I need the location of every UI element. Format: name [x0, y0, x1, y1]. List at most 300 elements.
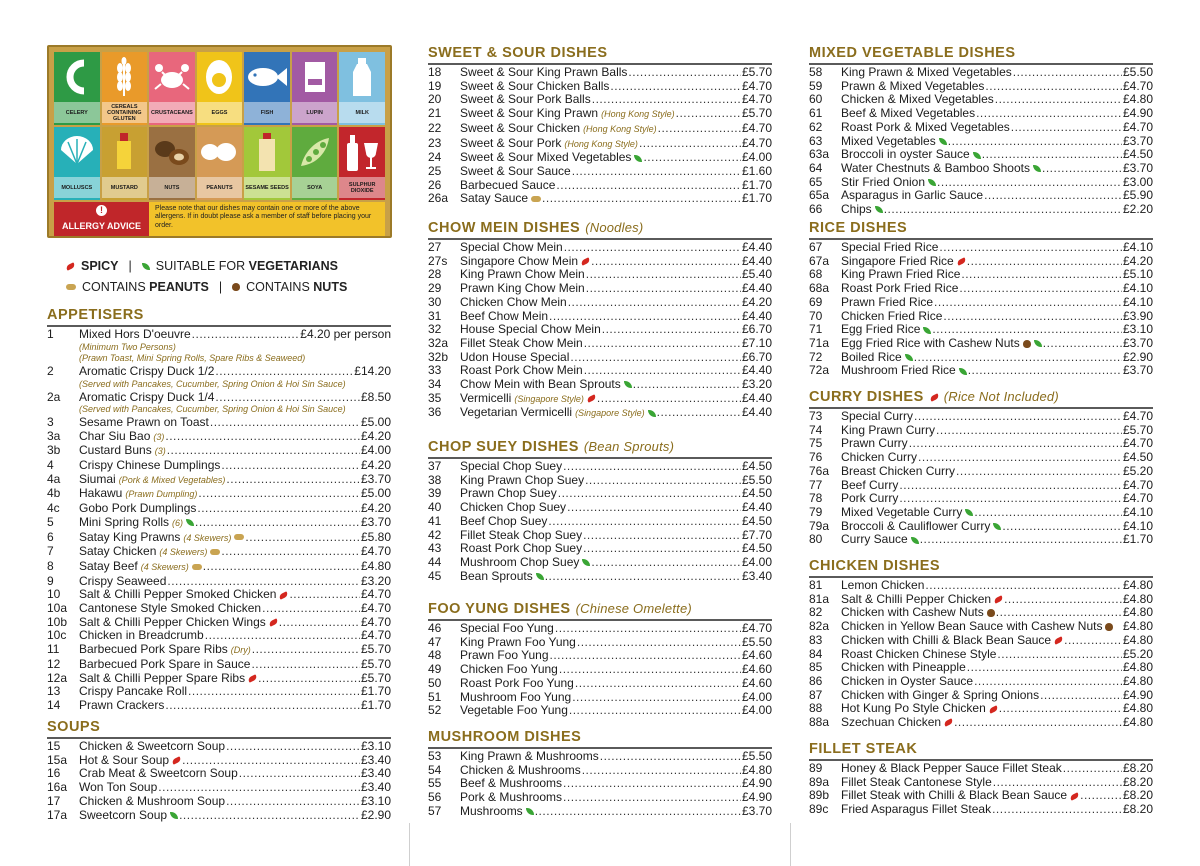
item-price: £4.80 — [1122, 660, 1153, 675]
item-leader-dots — [251, 658, 360, 672]
item-leader-dots — [585, 474, 741, 488]
item-name — [79, 740, 225, 754]
item-name-text: Custard Buns — [79, 443, 152, 458]
menu-item — [47, 328, 391, 342]
item-name — [841, 310, 942, 324]
item-price: £4.10 — [1122, 504, 1153, 519]
item-leader-dots — [558, 487, 741, 501]
menu-item — [428, 80, 772, 94]
item-leader-dots — [165, 699, 360, 713]
item-number: 9 — [47, 573, 54, 588]
allergen-grid — [54, 52, 385, 200]
allergen-tile — [244, 127, 290, 200]
allergen-tile — [244, 52, 290, 125]
item-leader-dots — [1043, 337, 1122, 351]
item-name — [460, 406, 656, 421]
item-leader-dots — [925, 579, 1122, 593]
allergen-label: MUSTARD — [102, 177, 148, 198]
menu-item — [809, 176, 1153, 190]
item-name-text: King Prawn & Mushrooms — [460, 749, 599, 763]
item-name — [841, 520, 1001, 534]
item-name-text: Water Chestnuts & Bamboo Shoots — [841, 160, 1030, 175]
item-name — [460, 296, 567, 310]
item-number: 84 — [809, 646, 823, 661]
item-price: £5.20 — [1122, 646, 1153, 661]
section-heading — [809, 557, 1153, 575]
nut-icon — [1105, 623, 1113, 631]
item-price: £4.80 — [1122, 701, 1153, 716]
item-note: (Hong Kong Style) — [583, 123, 657, 134]
menu-item — [428, 556, 772, 570]
item-leader-dots — [1013, 66, 1122, 80]
item-name — [460, 649, 549, 663]
menu-item — [47, 602, 391, 616]
item-name-text: Asparagus in Garlic Sauce — [841, 188, 984, 203]
item-number: 71 — [809, 322, 823, 337]
menu-item — [809, 506, 1153, 520]
leaf-icon — [875, 206, 883, 213]
item-leader-dots — [289, 588, 360, 602]
legend-row-1 — [66, 259, 338, 273]
item-price: £2.90 — [1122, 349, 1153, 364]
item-name — [841, 606, 995, 620]
item-name-text: Chicken with Cashew Nuts — [841, 605, 984, 620]
item-name — [460, 282, 585, 296]
item-leader-dots — [610, 80, 741, 94]
menu-item — [428, 529, 772, 543]
item-name-text: Chicken Chop Suey — [460, 500, 567, 515]
item-leader-dots — [934, 296, 1122, 310]
item-number: 83 — [809, 632, 823, 647]
item-number: 10 — [47, 587, 61, 602]
menu-item — [809, 593, 1153, 607]
chilli-icon — [1053, 636, 1063, 644]
item-number: 68a — [809, 281, 830, 296]
allergen-tile — [197, 52, 243, 125]
legend-separator: | — [218, 280, 223, 294]
item-price: £3.70 — [741, 803, 772, 818]
chilli-icon — [586, 394, 596, 402]
item-name-text: Crispy Seaweed — [79, 573, 167, 588]
item-price: £4.00 — [741, 703, 772, 718]
item-name — [841, 176, 936, 190]
menu-item — [809, 148, 1153, 162]
item-name — [841, 593, 1003, 607]
allergen-tile — [149, 52, 195, 125]
item-number: 86 — [809, 673, 823, 688]
menu-item — [809, 675, 1153, 689]
item-name — [841, 80, 984, 94]
item-number: 67a — [809, 253, 830, 268]
menu-item — [428, 268, 772, 282]
item-name-text: Chicken with Ginger & Spring Onions — [841, 687, 1040, 702]
item-leader-dots — [572, 691, 741, 705]
item-name-text: Barbecued Sauce — [460, 177, 556, 192]
item-price: £8.20 — [1122, 788, 1153, 803]
item-name-text: Beef Chop Suey — [460, 513, 548, 528]
item-name-text: Chicken Fried Rice — [841, 308, 943, 323]
item-price: £3.20 — [360, 573, 391, 588]
item-name — [460, 80, 609, 94]
menu-item — [809, 66, 1153, 80]
item-number: 62 — [809, 119, 823, 134]
leaf-icon — [170, 812, 178, 819]
item-number: 58 — [809, 65, 823, 79]
menu-item — [47, 459, 391, 473]
item-name — [841, 533, 919, 547]
menu-item — [809, 648, 1153, 662]
item-price: £4.20 — [360, 501, 391, 516]
item-leader-dots — [943, 310, 1122, 324]
allergen-tile — [54, 52, 100, 125]
item-name — [79, 444, 166, 459]
item-leader-dots — [197, 502, 360, 516]
item-leader-dots — [985, 80, 1122, 94]
menu-item — [809, 255, 1153, 269]
item-name — [841, 789, 1079, 803]
item-number: 71a — [809, 335, 830, 350]
item-name-text: Sweet & Sour King Prawn — [460, 106, 599, 121]
item-name — [460, 323, 601, 337]
menu-section-fillet-steak — [809, 740, 1153, 817]
item-subnote: (Prawn Toast, Mini Spring Rolls, Spare Ribs & Seaweed) — [79, 353, 306, 364]
item-leader-dots — [996, 606, 1122, 620]
item-number: 32b — [428, 349, 449, 364]
item-number: 14 — [47, 697, 61, 712]
item-price: £4.80 — [360, 558, 391, 573]
menu-section-soups — [47, 718, 391, 822]
item-name-text: Hakawu — [79, 486, 123, 501]
item-number: 10a — [47, 601, 68, 616]
legend-row-2 — [66, 280, 347, 294]
item-name-text: Chicken & Mushrooms — [460, 762, 581, 777]
menu-item — [428, 474, 772, 488]
menu-item — [428, 750, 772, 764]
item-leader-dots — [591, 255, 741, 269]
item-number: 73 — [809, 409, 823, 423]
item-number: 7 — [47, 544, 54, 559]
menu-item — [428, 791, 772, 805]
item-number: 21 — [428, 106, 442, 121]
item-name-text: Special Chop Suey — [460, 459, 563, 473]
item-name — [841, 675, 973, 689]
item-name — [460, 677, 574, 691]
section-heading — [428, 600, 772, 618]
item-leader-dots — [992, 803, 1122, 817]
item-number: 47 — [428, 634, 442, 649]
item-leader-dots — [584, 337, 741, 351]
item-price: £4.70 — [360, 601, 391, 616]
item-name — [460, 636, 576, 650]
item-price: £4.40 — [741, 500, 772, 515]
item-number: 3a — [47, 428, 61, 443]
item-number: 4a — [47, 471, 61, 486]
item-name-text: Chicken & Mushroom Soup — [79, 793, 226, 808]
item-name — [460, 364, 583, 378]
item-name — [841, 702, 998, 716]
item-leader-dots — [959, 282, 1122, 296]
menu-item — [809, 520, 1153, 534]
menu-item — [428, 107, 772, 122]
item-price: £4.00 — [360, 443, 391, 458]
menu-item — [809, 661, 1153, 675]
item-name-text: Sweet & Sour Mixed Vegetables — [460, 150, 632, 165]
chilli-icon — [956, 257, 966, 265]
item-leader-dots — [215, 365, 353, 379]
menu-item — [809, 803, 1153, 817]
item-name-text: Prawn Curry — [841, 436, 908, 451]
item-number: 4c — [47, 501, 60, 516]
item-number: 53 — [428, 749, 442, 763]
item-name — [460, 556, 590, 570]
item-name — [79, 473, 225, 488]
item-name — [460, 378, 632, 392]
item-number: 74 — [809, 422, 823, 437]
item-name — [79, 658, 250, 672]
item-name-text: Roast Pork Chow Mein — [460, 363, 583, 378]
item-price: £6.70 — [741, 349, 772, 364]
item-price: £4.70 — [360, 544, 391, 559]
item-price: £3.40 — [360, 752, 391, 767]
item-number: 72 — [809, 349, 823, 364]
item-leader-dots — [583, 529, 741, 543]
item-price: £5.70 — [741, 65, 772, 79]
item-price: £4.70 — [1122, 491, 1153, 506]
item-number: 4 — [47, 458, 54, 473]
item-price: £5.40 — [741, 267, 772, 282]
leaf-icon — [973, 152, 981, 159]
section-title: MUSHROOM DISHES — [428, 729, 582, 745]
item-number: 23 — [428, 135, 442, 150]
allergen-label: LUPIN — [292, 102, 338, 123]
item-price: £3.40 — [360, 780, 391, 795]
item-name — [460, 750, 599, 764]
menu-item — [47, 699, 391, 713]
section-heading — [809, 740, 1153, 758]
menu-item — [428, 764, 772, 778]
item-name-text: King Prawn Foo Yung — [460, 634, 576, 649]
section-title: MIXED VEGETABLE DISHES — [809, 45, 1016, 61]
item-note: (4 Skewers) — [140, 561, 189, 572]
item-leader-dots — [226, 473, 360, 487]
item-number: 34 — [428, 377, 442, 392]
item-number: 8 — [47, 558, 54, 573]
item-name — [79, 416, 209, 430]
menu-item — [428, 677, 772, 691]
item-leader-dots — [572, 165, 741, 179]
menu-item — [428, 636, 772, 650]
leaf-icon — [993, 523, 1001, 530]
item-name-text: Chicken in Oyster Sauce — [841, 673, 974, 688]
menu-item — [428, 66, 772, 80]
section-heading — [428, 44, 772, 62]
item-leader-dots — [195, 516, 360, 530]
item-name — [841, 465, 955, 479]
item-price: £4.40 — [741, 405, 772, 420]
legend-separator: | — [128, 259, 132, 273]
item-name — [79, 531, 244, 546]
allergy-panel — [47, 45, 392, 238]
item-name — [841, 282, 958, 296]
item-name-text: Prawn King Chow Mein — [460, 281, 585, 296]
menu-item — [809, 296, 1153, 310]
item-leader-dots — [643, 151, 741, 165]
menu-section-sweet-sour — [428, 44, 772, 206]
item-leader-dots — [221, 459, 360, 473]
leaf-icon — [142, 263, 150, 270]
item-name — [841, 410, 913, 424]
item-leader-dots — [1042, 162, 1122, 176]
item-number: 50 — [428, 675, 442, 690]
item-name — [841, 661, 966, 675]
allergen-label: EGGS — [197, 102, 243, 123]
item-name-text: Special Fried Rice — [841, 240, 939, 254]
item-name-text: Chicken in Yellow Bean Sauce with Cashew Nuts — [841, 619, 1103, 634]
item-name — [841, 506, 973, 520]
item-number: 76 — [809, 450, 823, 465]
item-leader-dots — [182, 754, 360, 768]
item-number: 16a — [47, 780, 68, 795]
item-leader-dots — [676, 107, 741, 121]
item-name — [460, 93, 591, 107]
item-leader-dots — [993, 776, 1122, 790]
wheat-icon — [102, 52, 148, 102]
menu-item — [809, 135, 1153, 149]
item-leader-dots — [563, 460, 741, 474]
item-leader-dots — [165, 430, 360, 444]
item-price: £1.70 — [1122, 532, 1153, 547]
item-name — [460, 241, 563, 255]
menu-item — [428, 282, 772, 296]
nuts-icon — [149, 127, 195, 177]
item-leader-dots — [884, 203, 1122, 217]
item-name-text: King Prawn & Mixed Vegetables — [841, 65, 1012, 79]
section-title: RICE DISHES — [809, 220, 908, 236]
menu-item — [47, 809, 391, 823]
item-name-text: Salt & Chilli Pepper Spare Ribs — [79, 670, 246, 685]
section-title: FILLET STEAK — [809, 741, 918, 757]
item-name-text: Salt & Chilli Pepper Smoked Chicken — [79, 587, 277, 602]
item-number: 89b — [809, 788, 830, 803]
item-name — [841, 296, 933, 310]
menu-item — [428, 704, 772, 718]
item-price: £4.00 — [741, 689, 772, 704]
item-price: £8.20 — [1122, 761, 1153, 775]
leaf-icon — [1033, 165, 1041, 172]
menu-item — [809, 451, 1153, 465]
item-number: 89c — [809, 802, 829, 817]
item-name — [841, 255, 966, 269]
item-price: £4.10 — [1122, 240, 1153, 254]
item-price: £5.50 — [1122, 65, 1153, 79]
item-name-text: Chicken & Mixed Vegetables — [841, 92, 994, 107]
item-price: £4.40 — [741, 281, 772, 296]
section-heading — [809, 219, 1153, 237]
item-number: 35 — [428, 390, 442, 405]
item-number: 6 — [47, 529, 54, 544]
menu-item — [809, 310, 1153, 324]
item-name-text: Broccoli in oyster Sauce — [841, 147, 970, 162]
item-name — [79, 809, 178, 823]
item-number: 12 — [47, 656, 61, 671]
item-leader-dots — [974, 675, 1122, 689]
item-name — [79, 328, 191, 342]
item-name-text: Chicken Chow Mein — [460, 294, 567, 309]
item-price: £5.70 — [360, 670, 391, 685]
item-price: £4.70 — [1122, 119, 1153, 134]
legend-vegetarians: VEGETARIANS — [248, 259, 338, 273]
item-name-text: Lemon Chicken — [841, 578, 925, 592]
item-price: £8.50 — [360, 389, 391, 404]
item-number: 85 — [809, 660, 823, 675]
menu-item — [47, 444, 391, 459]
item-number: 3 — [47, 414, 54, 429]
item-price: £4.90 — [741, 790, 772, 805]
item-name — [841, 579, 924, 593]
item-name-text: Egg Fried Rice with Cashew Nuts — [841, 335, 1020, 350]
item-price: £4.50 — [1122, 450, 1153, 465]
item-leader-dots — [567, 501, 741, 515]
item-name — [460, 570, 544, 584]
item-leader-dots — [899, 479, 1122, 493]
fold-line — [790, 823, 791, 866]
allergen-label: NUTS — [149, 177, 195, 198]
item-leader-dots — [549, 310, 741, 324]
item-name-text: Prawn Foo Yung — [460, 648, 549, 663]
item-leader-dots — [984, 189, 1122, 203]
item-number: 4b — [47, 486, 61, 501]
menu-item — [47, 740, 391, 754]
item-leader-dots — [586, 282, 741, 296]
item-number: 39 — [428, 486, 442, 501]
item-leader-dots — [974, 506, 1122, 520]
item-name — [841, 492, 898, 506]
item-name-text: Barbecued Pork Spare Ribs — [79, 642, 228, 657]
item-price: £7.10 — [741, 335, 772, 350]
item-name — [79, 365, 214, 379]
menu-section-chicken — [809, 557, 1153, 730]
item-leader-dots — [967, 255, 1122, 269]
leaf-icon — [959, 368, 967, 375]
item-name — [79, 602, 261, 616]
item-note: (4 Skewers) — [159, 547, 208, 558]
item-leader-dots — [592, 93, 741, 107]
item-number: 79 — [809, 504, 823, 519]
item-number: 17 — [47, 793, 61, 808]
leaf-icon — [911, 537, 919, 544]
item-number: 59 — [809, 78, 823, 93]
item-number: 42 — [428, 527, 442, 542]
item-name-text: Aromatic Crispy Duck 1/2 — [79, 364, 215, 379]
item-price: £5.70 — [360, 642, 391, 657]
item-subnote: (Minimum Two Persons) — [79, 341, 176, 352]
sesame-icon — [244, 127, 290, 177]
item-name-text: Fillet Steak with Chilli & Black Bean Sauce — [841, 788, 1068, 803]
item-name — [79, 575, 166, 589]
item-price: £4.10 — [1122, 294, 1153, 309]
item-number: 20 — [428, 92, 442, 107]
item-name — [460, 268, 585, 282]
item-name-text: Chicken with Chilli & Black Bean Sauce — [841, 632, 1052, 647]
item-leader-dots — [628, 66, 741, 80]
menu-item — [809, 437, 1153, 451]
item-price: £4.70 — [741, 92, 772, 107]
item-leader-dots — [252, 643, 360, 657]
item-price: £3.70 — [1122, 160, 1153, 175]
item-name-text: Pork & Mushrooms — [460, 790, 563, 805]
menu-item — [47, 658, 391, 672]
fold-line — [409, 823, 410, 866]
